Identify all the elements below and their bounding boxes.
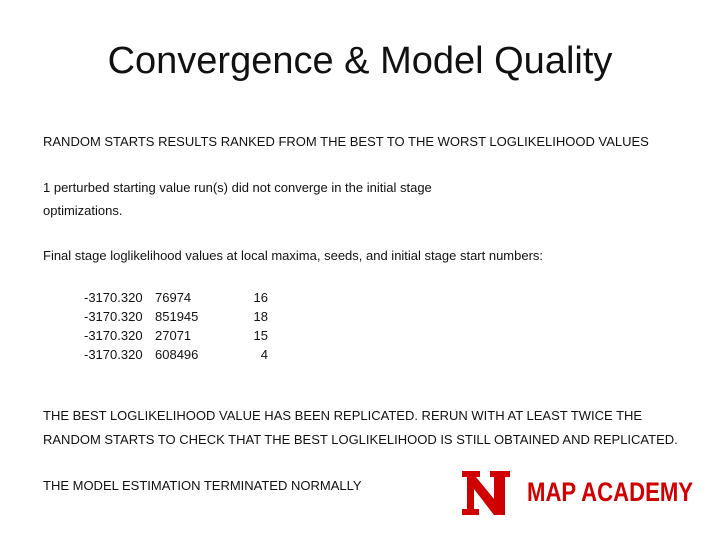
loglikelihood-value: -3170.320 [84,347,143,362]
start-number: 16 [253,290,268,305]
perturbed-line-2: optimizations. [43,203,123,218]
nebraska-n-logo-icon [458,465,514,521]
seed-value: 608496 [155,347,199,362]
perturbed-line-1: 1 perturbed starting value run(s) did not converge in the initial stage [43,180,432,195]
seed-value: 851945 [155,309,199,324]
seed-value: 27071 [155,328,192,343]
loglikelihood-value: -3170.320 [84,309,143,324]
results-heading: RANDOM STARTS RESULTS RANKED FROM THE BEST TO THE WORST LOGLIKELIHOOD VALUES [43,134,649,149]
replicated-line-1: THE BEST LOGLIKELIHOOD VALUE HAS BEEN REPLICATED. RERUN WITH AT LEAST TWICE THE [43,408,643,423]
replicated-line-2: RANDOM STARTS TO CHECK THAT THE BEST LOGLIKELIHOOD IS STILL OBTAINED AND REPLICATED. [43,432,678,447]
termination-status: THE MODEL ESTIMATION TERMINATED NORMALLY [43,478,362,493]
loglikelihood-value: -3170.320 [84,328,143,343]
logo-wordmark: MAP ACADEMY [527,477,694,507]
seed-value: 76974 [155,290,192,305]
final-stage-label: Final stage loglikelihood values at local maxima, seeds, and initial stage start numbers: [43,248,544,263]
start-number: 15 [253,328,268,343]
start-number: 18 [253,309,268,324]
loglikelihood-value: -3170.320 [84,290,143,305]
start-number: 4 [260,347,268,362]
slide-title: Convergence & Model Quality [107,40,613,82]
